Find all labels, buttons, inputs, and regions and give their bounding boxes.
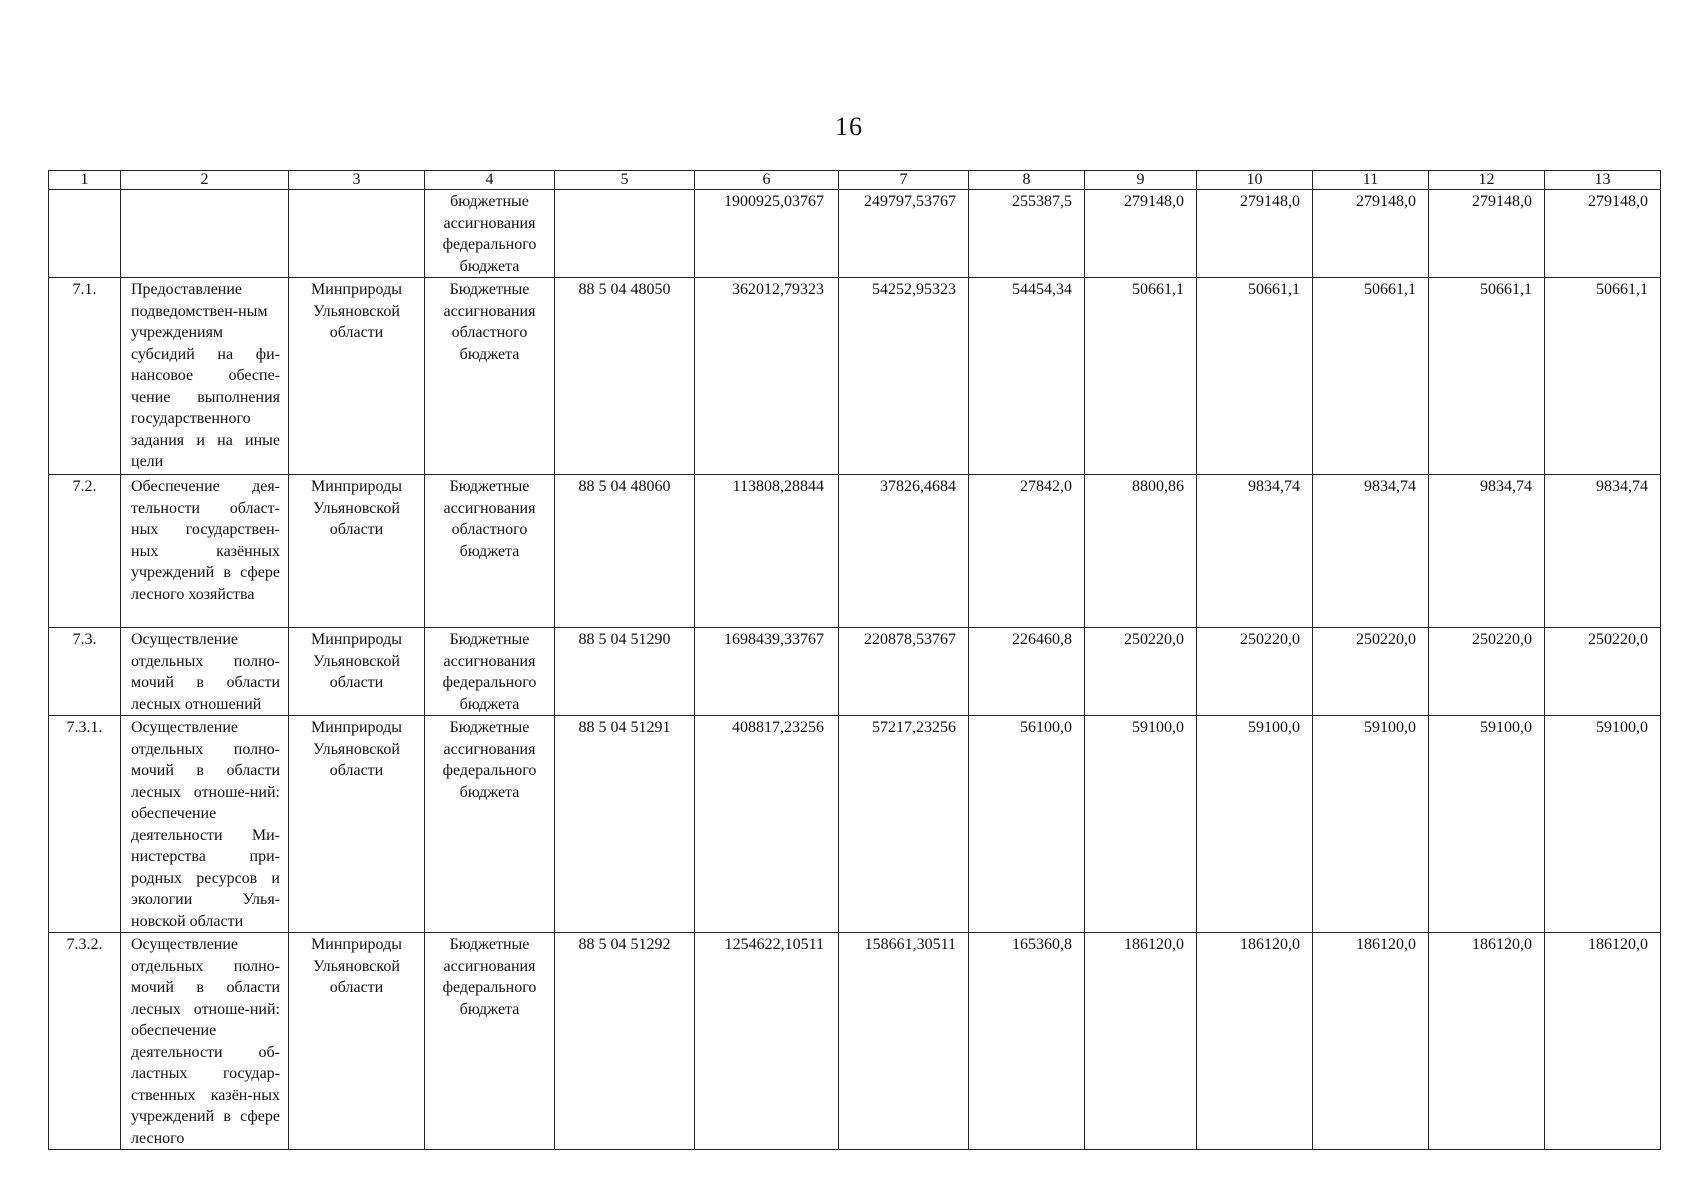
measure-name: Осуществление отдельных полно-мочий в области лесных отноше-ний: обеспечение деятельности об-ластных государ-ственных казён-ных учреждений в сфере лесного	[121, 933, 289, 1150]
measure-name	[121, 190, 289, 278]
value-year: 56100,0	[969, 716, 1085, 933]
funding-source: Бюджетные ассигнования областного бюджета	[425, 475, 555, 628]
column-number: 11	[1313, 171, 1429, 190]
value-year: 186120,0	[1197, 933, 1313, 1150]
executor: Минприроды Ульяновской области	[289, 628, 425, 716]
value-year: 279148,0	[1197, 190, 1313, 278]
value-year: 27842,0	[969, 475, 1085, 628]
value-year: 158661,30511	[839, 933, 969, 1150]
value-year: 50661,1	[1429, 278, 1545, 475]
budget-code: 88 5 04 51292	[555, 933, 695, 1150]
row-number: 7.2.	[49, 475, 121, 628]
row-number: 7.3.1.	[49, 716, 121, 933]
value-year: 59100,0	[1545, 716, 1661, 933]
value-year: 54252,95323	[839, 278, 969, 475]
table-row	[49, 190, 1661, 278]
value-year: 50661,1	[1545, 278, 1661, 475]
value-year: 59100,0	[1085, 716, 1197, 933]
row-number	[49, 190, 121, 278]
value-total: 362012,79323	[695, 278, 839, 475]
value-year: 54454,34	[969, 278, 1085, 475]
measure-name: Предоставление подведомствен-ным учреждениям субсидий на фи-нансовое обеспе-чение выполнения государственного задания и на иные цели	[121, 278, 289, 475]
table-row	[49, 716, 1661, 933]
budget-code: 88 5 04 48060	[555, 475, 695, 628]
executor: Минприроды Ульяновской области	[289, 475, 425, 628]
executor	[289, 190, 425, 278]
value-year: 249797,53767	[839, 190, 969, 278]
column-number: 8	[969, 171, 1085, 190]
measure-name: Осуществление отдельных полно-мочий в области лесных отноше-ний: обеспечение деятельности Ми-нистерства при-родных ресурсов и экологии Улья-новской области	[121, 716, 289, 933]
measure-name: Обеспечение дея-тельности област-ных государствен-ных казённых учреждений в сфере лесного хозяйства	[121, 475, 289, 628]
table-row	[49, 475, 1661, 628]
value-total: 1254622,10511	[695, 933, 839, 1150]
column-number: 5	[555, 171, 695, 190]
value-year: 279148,0	[1429, 190, 1545, 278]
column-number: 10	[1197, 171, 1313, 190]
value-year: 250220,0	[1313, 628, 1429, 716]
column-number: 7	[839, 171, 969, 190]
value-year: 9834,74	[1429, 475, 1545, 628]
budget-code: 88 5 04 51290	[555, 628, 695, 716]
value-total: 113808,28844	[695, 475, 839, 628]
funding-source: Бюджетные ассигнования федерального бюджета	[425, 716, 555, 933]
value-year: 59100,0	[1313, 716, 1429, 933]
value-year: 279148,0	[1545, 190, 1661, 278]
column-number: 9	[1085, 171, 1197, 190]
value-year: 37826,4684	[839, 475, 969, 628]
funding-source: Бюджетные ассигнования федерального бюджета	[425, 933, 555, 1150]
funding-source: бюджетные ассигнования федерального бюджета	[425, 190, 555, 278]
budget-table	[48, 170, 1661, 1150]
executor: Минприроды Ульяновской области	[289, 716, 425, 933]
value-year: 50661,1	[1197, 278, 1313, 475]
budget-code: 88 5 04 48050	[555, 278, 695, 475]
row-number: 7.3.2.	[49, 933, 121, 1150]
value-year: 226460,8	[969, 628, 1085, 716]
funding-source: Бюджетные ассигнования федерального бюджета	[425, 628, 555, 716]
value-year: 250220,0	[1429, 628, 1545, 716]
executor: Минприроды Ульяновской области	[289, 933, 425, 1150]
value-year: 57217,23256	[839, 716, 969, 933]
budget-code: 88 5 04 51291	[555, 716, 695, 933]
value-year: 255387,5	[969, 190, 1085, 278]
column-number: 12	[1429, 171, 1545, 190]
column-number: 4	[425, 171, 555, 190]
page-number: 16	[835, 112, 863, 141]
column-number: 1	[49, 171, 121, 190]
value-year: 50661,1	[1085, 278, 1197, 475]
value-year: 59100,0	[1429, 716, 1545, 933]
executor: Минприроды Ульяновской области	[289, 278, 425, 475]
column-number: 6	[695, 171, 839, 190]
measure-name: Осуществление отдельных полно-мочий в области лесных отношений	[121, 628, 289, 716]
funding-source: Бюджетные ассигнования областного бюджета	[425, 278, 555, 475]
value-total: 1900925,03767	[695, 190, 839, 278]
column-number: 13	[1545, 171, 1661, 190]
row-number: 7.1.	[49, 278, 121, 475]
value-year: 186120,0	[1429, 933, 1545, 1150]
value-year: 279148,0	[1085, 190, 1197, 278]
value-year: 9834,74	[1313, 475, 1429, 628]
value-year: 165360,8	[969, 933, 1085, 1150]
value-total: 408817,23256	[695, 716, 839, 933]
value-year: 250220,0	[1545, 628, 1661, 716]
budget-code	[555, 190, 695, 278]
value-year: 279148,0	[1313, 190, 1429, 278]
column-number-row	[49, 171, 1661, 190]
value-year: 250220,0	[1085, 628, 1197, 716]
value-total: 1698439,33767	[695, 628, 839, 716]
value-year: 9834,74	[1197, 475, 1313, 628]
table-row	[49, 933, 1661, 1150]
value-year: 186120,0	[1085, 933, 1197, 1150]
row-number: 7.3.	[49, 628, 121, 716]
value-year: 8800,86	[1085, 475, 1197, 628]
column-number: 3	[289, 171, 425, 190]
column-number: 2	[121, 171, 289, 190]
value-year: 9834,74	[1545, 475, 1661, 628]
value-year: 186120,0	[1545, 933, 1661, 1150]
table-row	[49, 628, 1661, 716]
value-year: 186120,0	[1313, 933, 1429, 1150]
value-year: 50661,1	[1313, 278, 1429, 475]
value-year: 220878,53767	[839, 628, 969, 716]
table-row	[49, 278, 1661, 475]
value-year: 59100,0	[1197, 716, 1313, 933]
value-year: 250220,0	[1197, 628, 1313, 716]
